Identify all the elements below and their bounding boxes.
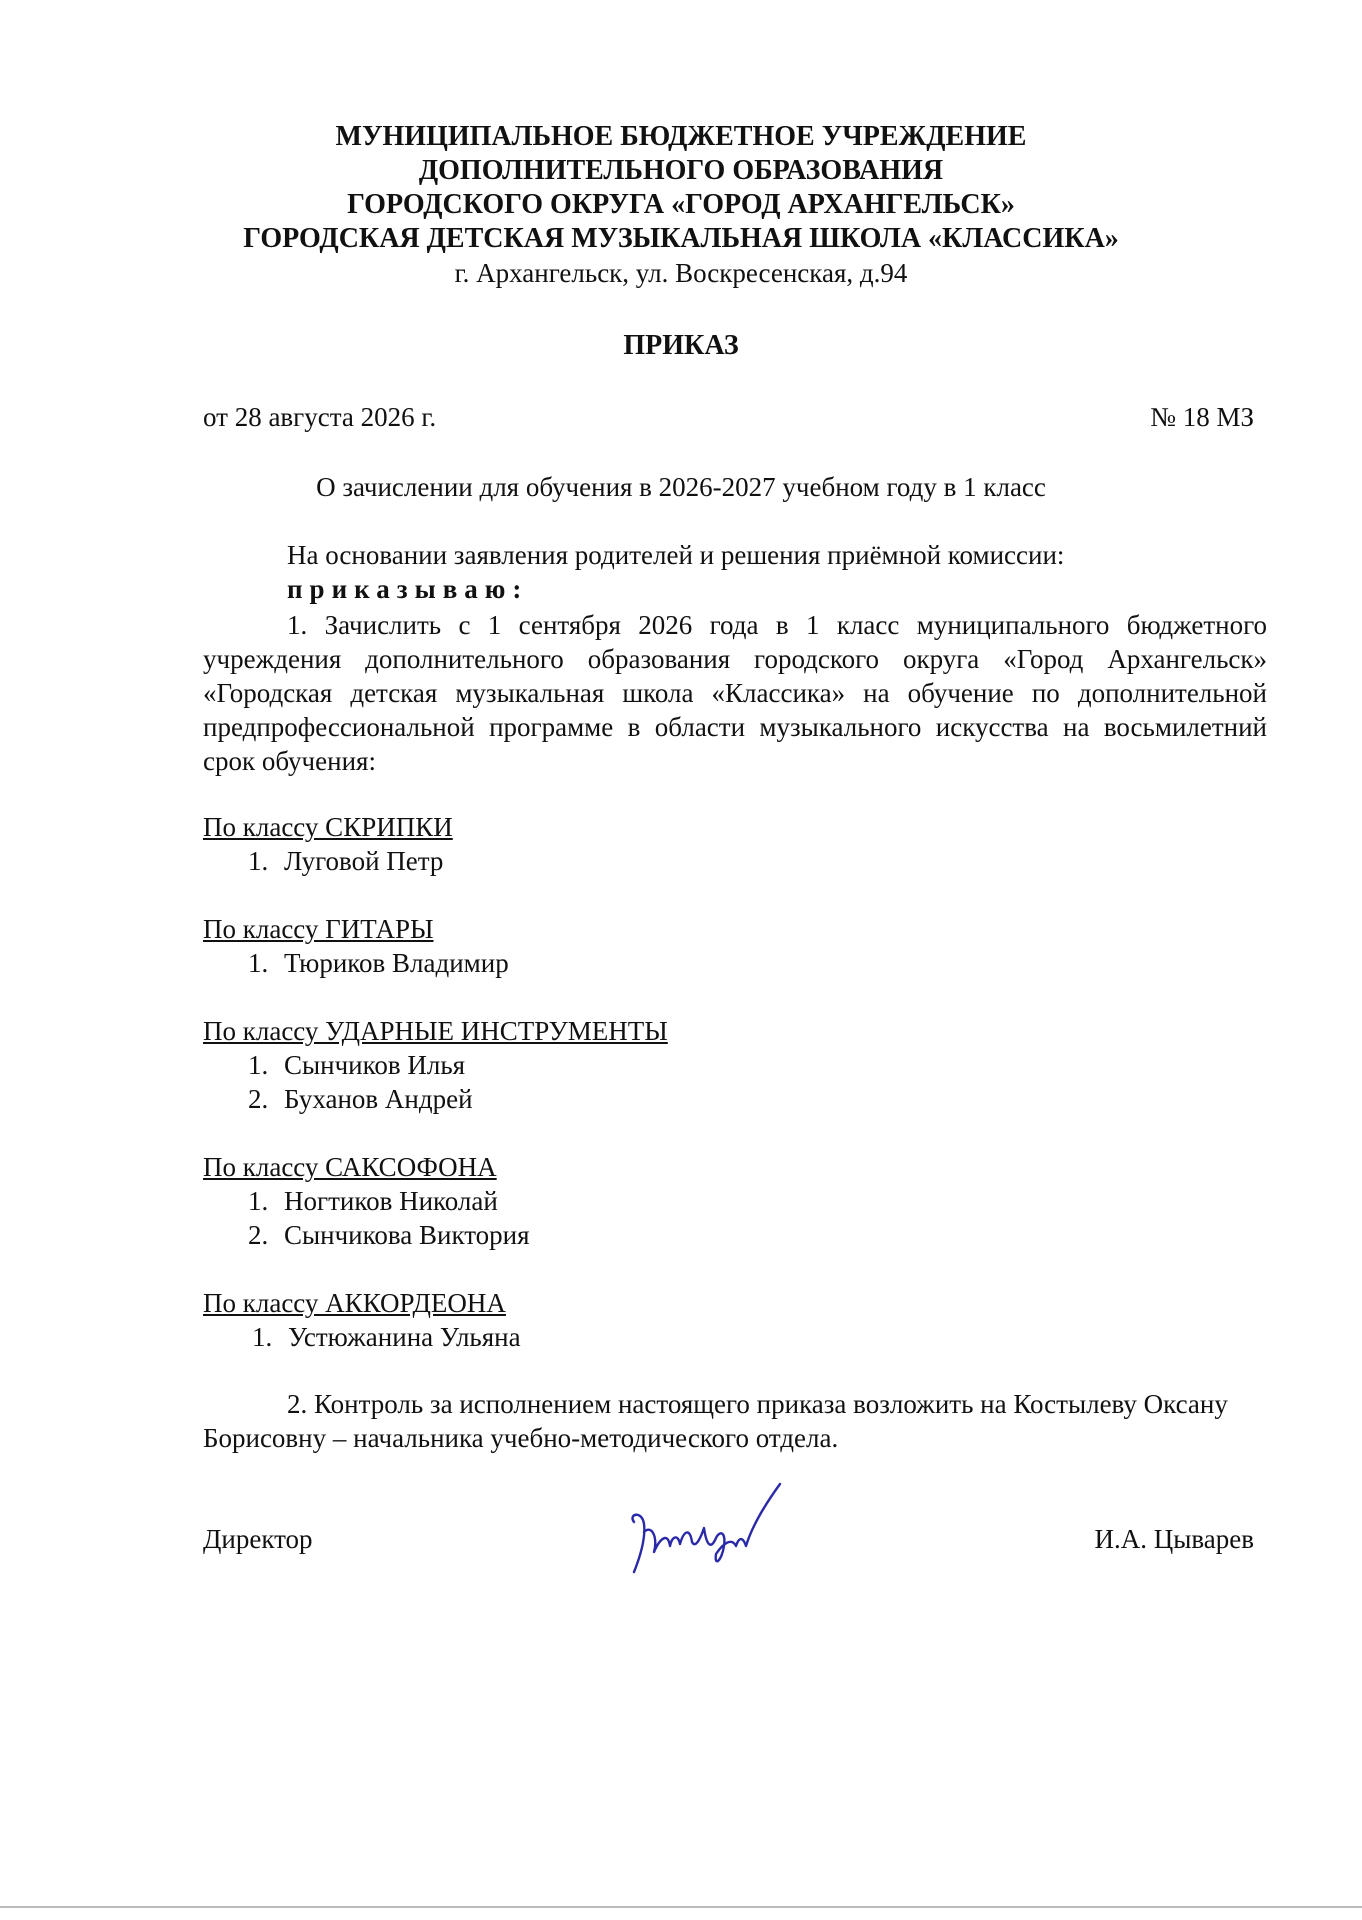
student-name: Луговой Петр xyxy=(284,846,444,876)
student-number: 1. xyxy=(248,846,269,876)
group-title-guitar: По классу ГИТАРЫ xyxy=(203,914,434,944)
letterhead-line-4: ГОРОДСКАЯ ДЕТСКАЯ МУЗЫКАЛЬНАЯ ШКОЛА «КЛАССИКА» xyxy=(243,223,1119,254)
order-title: ПРИКАЗ xyxy=(623,330,739,361)
student-item xyxy=(248,846,443,877)
letterhead-address: г. Архангельск, ул. Воскресенская, д.94 xyxy=(454,258,908,288)
student-name: Тюриков Владимир xyxy=(284,948,509,978)
letterhead xyxy=(0,120,1362,290)
group-title-saxophone: По классу САКСОФОНА xyxy=(203,1152,497,1182)
student-name: Устюжанина Ульяна xyxy=(288,1322,521,1352)
letterhead-line-2: ДОПОЛНИТЕЛЬНОГО ОБРАЗОВАНИЯ xyxy=(418,155,944,186)
student-number: 2. xyxy=(248,1084,269,1114)
order-number: № 18 МЗ xyxy=(1150,402,1254,432)
signature-stroke xyxy=(633,1484,780,1572)
director-name: И.А. Цыварев xyxy=(1094,1524,1254,1554)
handwritten-signature xyxy=(620,1480,800,1580)
student-item xyxy=(248,948,509,979)
group-title-accordion: По классу АККОРДЕОНА xyxy=(203,1288,506,1318)
student-item xyxy=(248,1084,473,1115)
student-item xyxy=(248,1186,498,1217)
student-item xyxy=(248,1050,465,1081)
clause-2: 2. Контроль за исполнением настоящего приказа возложить на Костылеву Оксану Борисовну – начальника учебно-методического отдела. xyxy=(203,1389,1228,1453)
clause-1: 1. Зачислить с 1 сентября 2026 года в 1 класс муниципального бюджетного учреждения дополнительного образования городского округа «Город Архангельск» «Городская детская музыкальная школа «Классика» на обучение по дополнительной предпрофессиональной программе в области музыкального искусства на восьмилетний срок обучения: xyxy=(203,610,1267,776)
letterhead-line-1: МУНИЦИПАЛЬНОЕ БЮДЖЕТНОЕ УЧРЕЖДЕНИЕ xyxy=(335,121,1027,152)
student-number: 1. xyxy=(252,1322,273,1352)
letterhead-line-3: ГОРОДСКОГО ОКРУГА «ГОРОД АРХАНГЕЛЬСК» xyxy=(347,189,1015,220)
student-name: Сынчикова Виктория xyxy=(284,1220,530,1250)
student-number: 1. xyxy=(248,1050,269,1080)
student-item xyxy=(248,1220,530,1251)
order-basis: На основании заявления родителей и решения приёмной комиссии: xyxy=(287,540,1065,570)
student-name: Буханов Андрей xyxy=(284,1084,473,1114)
student-number: 1. xyxy=(248,948,269,978)
group-title-percussion: По классу УДАРНЫЕ ИНСТРУМЕНТЫ xyxy=(203,1016,668,1046)
order-date: от 28 августа 2026 г. xyxy=(203,402,437,432)
order-subject: О зачислении для обучения в 2026-2027 учебном году в 1 класс xyxy=(316,472,1046,502)
student-number: 2. xyxy=(248,1220,269,1250)
student-name: Сынчиков Илья xyxy=(284,1050,466,1080)
scan-edge-line xyxy=(0,1906,1362,1908)
student-item xyxy=(252,1322,521,1353)
director-title: Директор xyxy=(203,1524,313,1554)
order-directive-word: приказываю: xyxy=(287,574,529,604)
student-number: 1. xyxy=(248,1186,269,1216)
student-name: Ногтиков Николай xyxy=(284,1186,498,1216)
group-title-violin: По классу СКРИПКИ xyxy=(203,812,453,842)
